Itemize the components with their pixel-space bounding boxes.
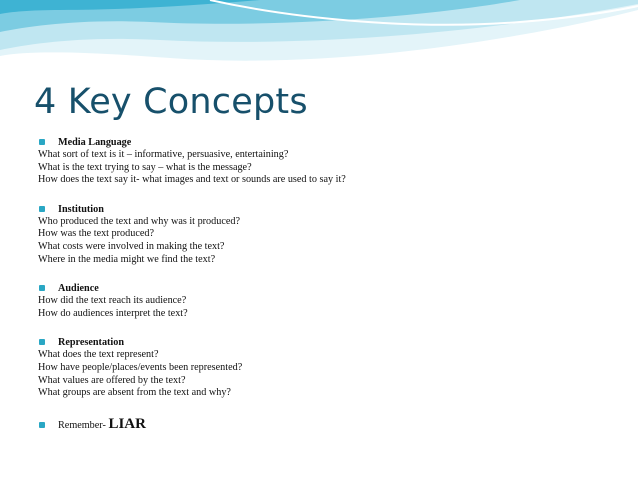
section-heading xyxy=(38,203,618,216)
section-institution xyxy=(38,203,618,266)
remember-line xyxy=(38,416,618,434)
header-wave-decoration xyxy=(0,0,638,80)
slide-body xyxy=(38,136,618,434)
heading-text: Media Language xyxy=(58,137,132,148)
bullet-icon xyxy=(39,139,45,145)
body-line: What sort of text is it – informative, persuasive, entertaining? xyxy=(38,149,289,160)
body-line: How did the text reach its audience? xyxy=(38,295,187,307)
bullet-icon xyxy=(39,422,45,428)
body-line: What groups are absent from the text and why? xyxy=(38,387,231,399)
slide-title: 4 Key Concepts xyxy=(34,82,308,122)
section-heading xyxy=(38,136,618,149)
section-heading xyxy=(38,282,618,295)
body-line: How does the text say it- what images and text or sounds are used to say it? xyxy=(38,174,346,186)
remember-acronym: LIAR xyxy=(108,415,146,432)
section-representation xyxy=(38,336,618,399)
heading-text: Institution xyxy=(58,203,104,215)
heading-text: Representation xyxy=(58,337,125,349)
body-line: What is the text trying to say – what is the message? xyxy=(38,161,252,173)
bullet-icon xyxy=(39,339,45,345)
body-line: What values are offered by the text? xyxy=(38,374,186,386)
body-line: Who produced the text and why was it produced? xyxy=(38,215,240,227)
body-line: How have people/places/events been represented? xyxy=(38,361,243,373)
bullet-icon xyxy=(39,285,45,291)
section-heading xyxy=(38,336,618,349)
body-line: How do audiences interpret the text? xyxy=(38,307,188,319)
body-line: How was the text produced? xyxy=(38,228,154,240)
section-media-language xyxy=(38,136,618,187)
body-line: Where in the media might we find the text? xyxy=(38,253,216,265)
bullet-icon xyxy=(39,206,45,212)
body-line: What costs were involved in making the text? xyxy=(38,240,225,252)
section-audience xyxy=(38,282,618,320)
body-line: What does the text represent? xyxy=(38,349,159,361)
heading-text: Audience xyxy=(58,283,99,295)
remember-label: Remember- xyxy=(58,419,106,431)
